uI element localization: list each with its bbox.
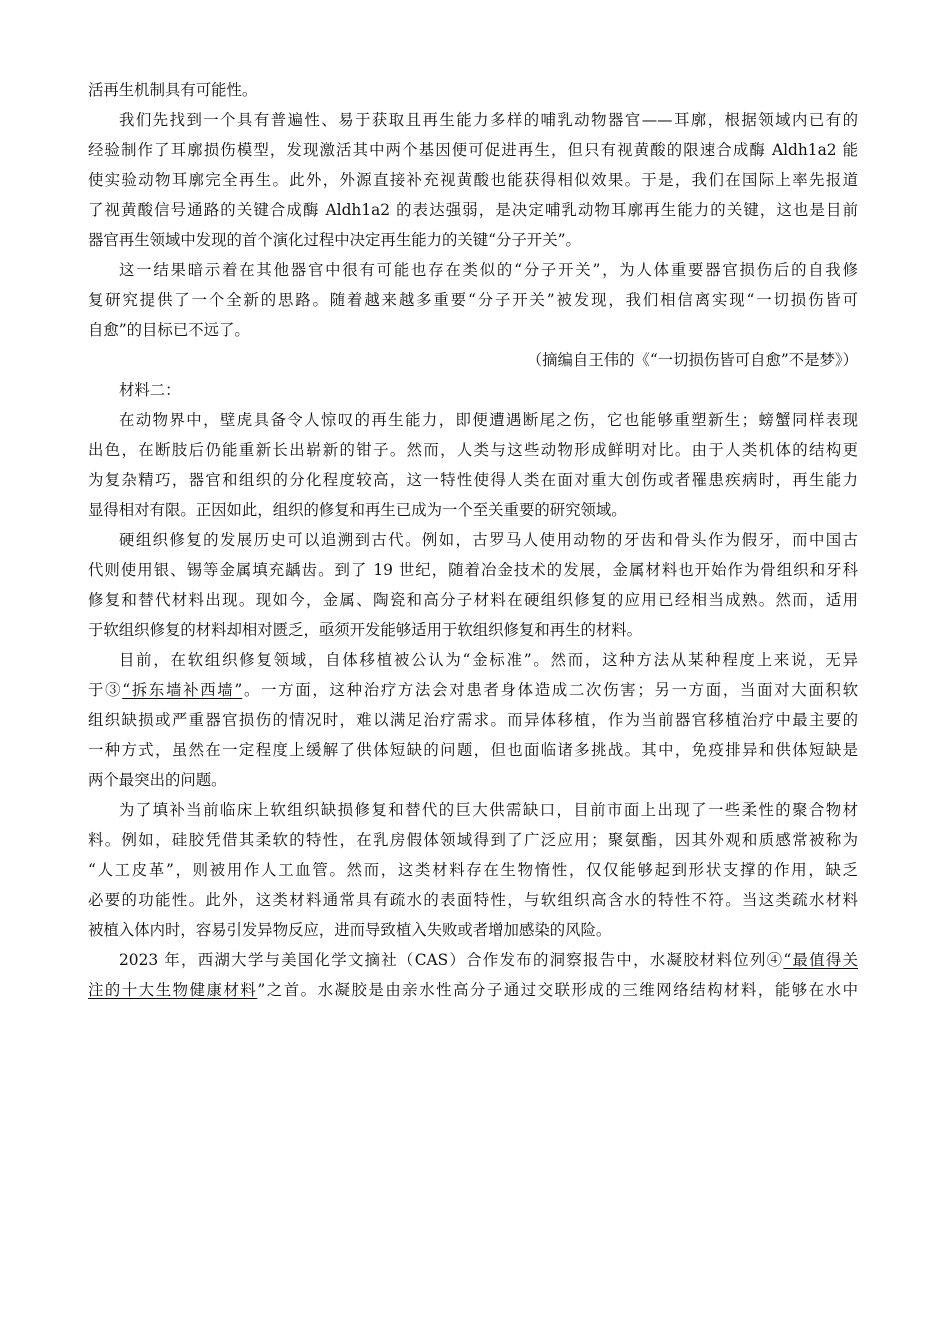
paragraph-hydrogel bbox=[88, 950, 858, 1010]
paragraph-polymer-materials bbox=[88, 800, 858, 950]
paragraph-line: 代则使用银、锡等金属填充龋齿。到了 19 世纪，随着冶金技术的发展，金属材料也开始作为骨组织和牙科 bbox=[88, 561, 858, 579]
line-text: 2023 年，西湖大学与美国化学文摘社（CAS）合作发布的洞察报告中，水凝胶材料位列④ bbox=[119, 951, 784, 969]
paragraph-line: 这一结果暗示着在其他器官中很有可能也存在类似的“分子开关”，为人体重要器官损伤后的自我修 bbox=[119, 261, 858, 279]
paragraph-hard-tissue bbox=[88, 530, 858, 650]
paragraph-line: 硬组织修复的发展历史可以追溯到古代。例如，古罗马人使用动物的牙齿和骨头作为假牙，而中国古 bbox=[119, 531, 858, 549]
document-page bbox=[88, 80, 858, 1010]
paragraph-line: “人工皮革”，则被用作人工血管。然而，这类材料存在生物惰性，仅仅能够起到形状支撑的作用，缺乏 bbox=[88, 861, 858, 879]
paragraph-line: 在动物界中，壁虎具备令人惊叹的再生能力，即便遭遇断尾之伤，它也能够重塑新生；螃蟹同样表现 bbox=[119, 411, 858, 429]
paragraph-line: 组织缺损或严重器官损伤的情况时，难以满足治疗需求。而异体移植，作为当前器官移植治疗中最主要的 bbox=[88, 711, 858, 729]
paragraph-line: 目前，在软组织修复领域，自体移植被公认为“金标准”。然而，这种方法从某种程度上来说，无异 bbox=[119, 651, 858, 669]
paragraph-line: 器官再生领域中发现的首个演化过程中决定再生能力的关键“分子开关”。 bbox=[88, 231, 581, 249]
source-citation: （摘编自王伟的《“一切损伤皆可自愈”不是梦》） bbox=[526, 351, 858, 369]
paragraph-line: 修复和替代材料出现。现如今，金属、陶瓷和高分子材料在硬组织修复的应用已经相当成熟。然而，适用 bbox=[88, 591, 858, 609]
paragraph-line: 经验制作了耳廓损伤模型，发现激活其中两个基因便可促进再生，但只有视黄酸的限速合成酶 Aldh1a2 能 bbox=[88, 141, 858, 159]
paragraph-line: 为了填补当前临床上软组织缺损修复和替代的巨大供需缺口，目前市面上出现了一些柔性的聚合物材 bbox=[119, 801, 858, 819]
paragraph-ear-regeneration bbox=[88, 110, 858, 260]
paragraph-line: 为复杂精巧，器官和组织的分化程度较高，这一特性使得人类在面对重大创伤或者罹患疾病时，再生能力 bbox=[88, 471, 858, 489]
paragraph-line: 自愈”的目标已不远了。 bbox=[88, 321, 250, 339]
line-text: ”之首。水凝胶是由亲水性高分子通过交联形成的三维网络结构材料，能够在水中 bbox=[257, 981, 858, 999]
paragraph-line: 出色，在断肢后仍能重新长出崭新的钳子。然而，人类与这些动物形成鲜明对比。由于人类机体的结构更 bbox=[88, 441, 858, 459]
material-heading: 材料二： bbox=[119, 381, 181, 399]
paragraph-line: 活再生机制具有可能性。 bbox=[88, 81, 258, 99]
paragraph-line: 于软组织修复的材料却相对匮乏，亟须开发能够适用于软组织修复和再生的材料。 bbox=[88, 621, 643, 639]
underlined-phrase: “拆东墙补西墙” bbox=[122, 681, 243, 699]
underlined-phrase: 注的十大生物健康材料 bbox=[88, 981, 258, 999]
paragraph-line bbox=[88, 980, 858, 1010]
paragraph-line: 一种方式，虽然在一定程度上缓解了供体短缺的问题，但也面临诸多挑战。其中，免疫排异和供体短缺是 bbox=[88, 741, 858, 759]
line-text: 。一方面，这种治疗方法会对患者身体造成二次伤害；另一方面，当面对大面积软 bbox=[242, 681, 858, 699]
paragraph-line: 被植入体内时，容易引发异物反应，进而导致植入失败或者增加感染的风险。 bbox=[88, 921, 612, 939]
paragraph-soft-tissue bbox=[88, 650, 858, 800]
paragraph-line: 我们先找到一个具有普遍性、易于获取且再生能力多样的哺乳动物器官——耳廓，根据领域内已有的 bbox=[119, 111, 858, 129]
underlined-phrase: “最值得关 bbox=[783, 951, 858, 969]
paragraph-line: 使实验动物耳廓完全再生。此外，外源直接补充视黄酸也能获得相似效果。于是，我们在国际上率先报道 bbox=[88, 171, 858, 189]
paragraph-molecular-switch bbox=[88, 260, 858, 350]
paragraph-line bbox=[88, 680, 858, 710]
paragraph-line: 了视黄酸信号通路的关键合成酶 Aldh1a2 的表达强弱，是决定哺乳动物耳廓再生能力的关键，这也是目前 bbox=[88, 201, 858, 219]
paragraph-line: 显得相对有限。正因如此，组织的修复和再生已成为一个至关重要的研究领域。 bbox=[88, 501, 627, 519]
paragraph-line: 复研究提供了一个全新的思路。随着越来越多重要“分子开关”被发现，我们相信离实现“一切损伤皆可 bbox=[88, 291, 858, 309]
paragraph-line: 必要的功能性。此外，这类材料通常具有疏水的表面特性，与软组织高含水的特性不符。当这类疏水材料 bbox=[88, 891, 858, 909]
paragraph-line: 两个最突出的问题。 bbox=[88, 771, 227, 789]
paragraph-line bbox=[88, 950, 858, 980]
paragraph-line: 料。例如，硅胶凭借其柔软的特性，在乳房假体领域得到了广泛应用；聚氨酯，因其外观和质感常被称为 bbox=[88, 831, 858, 849]
line-text: 于③ bbox=[88, 681, 123, 699]
paragraph-animal-regeneration bbox=[88, 410, 858, 530]
